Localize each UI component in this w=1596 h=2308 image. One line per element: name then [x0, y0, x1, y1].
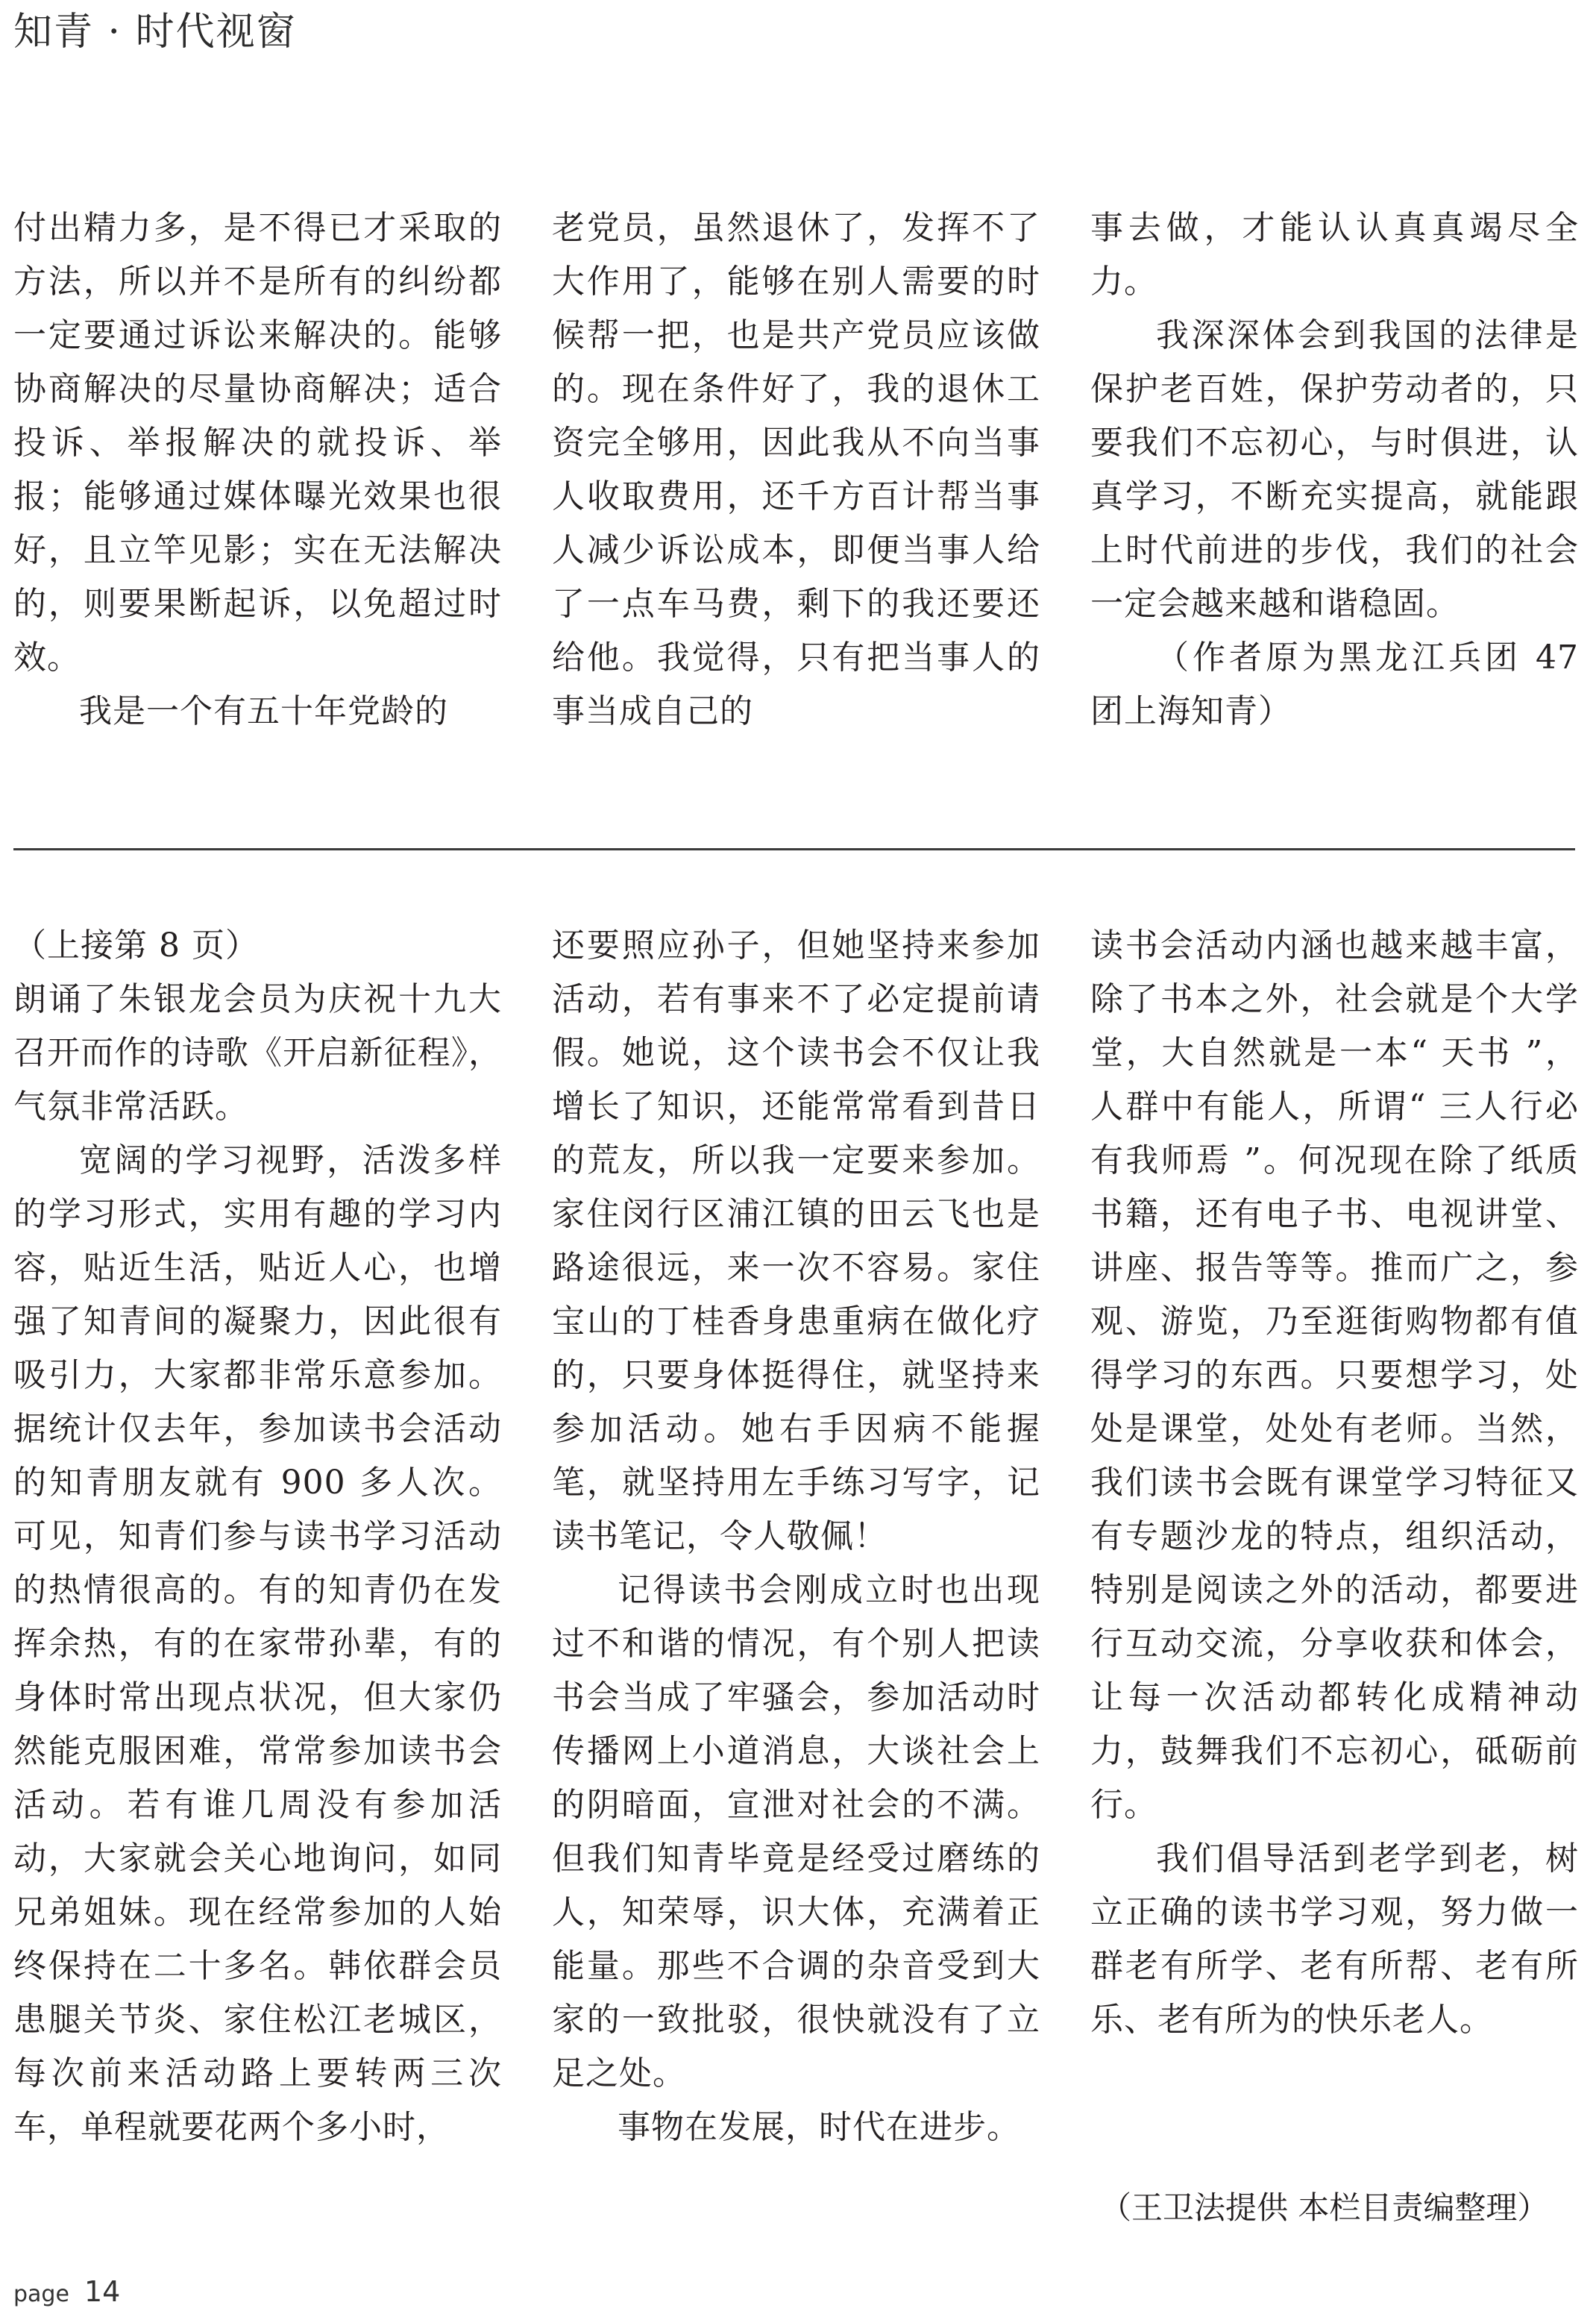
magazine-section-header: 知青 · 时代视窗 — [13, 10, 297, 54]
paragraph: 我是一个有五十年党龄的 — [79, 692, 448, 730]
page-label: page — [13, 2281, 69, 2307]
paragraph: 我们倡导活到老学到老，树立正确的读书学习观，努力做一群老有所学、老有所帮、老有所乐、老有所为的快乐老人。 — [1090, 1840, 1579, 2039]
paragraph: 事去做，才能认认真真竭尽全力。 — [1090, 209, 1579, 301]
top-column-3 — [1090, 201, 1579, 739]
bottom-column-3 — [1090, 919, 1579, 2047]
bottom-column-1 — [13, 919, 502, 2154]
paragraph: 事物在发展，时代在进步。 — [618, 2108, 1020, 2146]
paragraph: 我深深体会到我国的法律是保护老百姓，保护劳动者的，只要我们不忘初心，与时俱进，认真学习，不断充实提高，就能跟上时代前进的步伐，我们的社会一定会越来越和谐稳固。 — [1090, 316, 1579, 623]
paragraph: 朗诵了朱银龙会员为庆祝十九大召开而作的诗歌《开启新征程》，气氛非常活跃。 — [13, 980, 502, 1126]
top-column-1 — [13, 201, 502, 739]
editor-credit: （王卫法提供 本栏目责编整理） — [1100, 2189, 1549, 2226]
top-column-2 — [552, 201, 1040, 739]
bottom-column-2 — [552, 919, 1040, 2154]
page-number: 14 — [84, 2275, 121, 2308]
continuation-note: （上接第 8 页） — [13, 926, 259, 965]
author-note: （作者原为黑龙江兵团 47 团上海知青） — [1090, 639, 1579, 730]
paragraph: 付出精力多，是不得已才采取的方法，所以并不是所有的纠纷都一定要通过诉讼来解决的。能够协商解决的尽量协商解决；适合投诉、举报解决的就投诉、举报；能够通过媒体曝光效果也很好，且立竿见影；实在无法解决的，则要果断起诉，以免超过时效。 — [13, 209, 502, 677]
paragraph: 还要照应孙子，但她坚持来参加活动，若有事来不了必定提前请假。她说，这个读书会不仅让我增长了知识，还能常常看到昔日的荒友，所以我一定要来参加。家住闵行区浦江镇的田云飞也是路途很远，来一次不容易。家住宝山的丁桂香身患重病在做化疗的，只要身体挺得住，就坚持来参加活动。她右手因病不能握笔，就坚持用左手练习写字，记读书笔记，令人敬佩！ — [552, 926, 1040, 1555]
paragraph: 读书会活动内涵也越来越丰富，除了书本之外，社会就是个大学堂，大自然就是一本“ 天书 ”，人群中有能人，所谓“ 三人行必有我师焉 ”。何况现在除了纸质书籍，还有电子书、电视讲堂、讲座、报告等等。推而广之，参观、游览，乃至逛街购物都有值得学习的东西。只要想学习，处处是课堂，处处有老师。当然，我们读书会既有课堂学习特征又有专题沙龙的特点，组织活动，特别是阅读之外的活动，都要进行互动交流，分享收获和体会，让每一次活动都转化成精神动力，鼓舞我们不忘初心，砥砺前行。 — [1090, 926, 1579, 1824]
paragraph: 宽阔的学习视野，活泼多样的学习形式，实用有趣的学习内容，贴近生活，贴近人心，也增强了知青间的凝聚力，因此很有吸引力，大家都非常乐意参加。据统计仅去年，参加读书会活动的知青朋友就有 900 多人次。可见，知青们参与读书学习活动的热情很高的。有的知青仍在发挥余热，有的在家带孙辈，有的身体时常出现点状况，但大家仍然能克服困难，常常参加读书会活动。若有谁几周没有参加活动，大家就会关心地询问，如同兄弟姐妹。现在经常参加的人始终保持在二十多名。韩依群会员患腿关节炎、家住松江老城区，每次前来活动路上要转两三次车，单程就要花两个多小时， — [13, 1141, 502, 2146]
section-divider — [13, 848, 1575, 850]
paragraph: 老党员，虽然退休了，发挥不了大作用了，能够在别人需要的时候帮一把，也是共产党员应该做的。现在条件好了，我的退休工资完全够用，因此我从不向当事人收取费用，还千方百计帮当事人减少诉讼成本，即便当事人给了一点车马费，剩下的我还要还给他。我觉得，只有把当事人的事当成自己的 — [552, 209, 1040, 730]
page-footer — [13, 2275, 120, 2308]
paragraph: 记得读书会刚成立时也出现过不和谐的情况，有个别人把读书会当成了牢骚会，参加活动时传播网上小道消息，大谈社会上的阴暗面，宣泄对社会的不满。但我们知青毕竟是经受过磨练的人，知荣辱，识大体，充满着正能量。那些不合调的杂音受到大家的一致批驳，很快就没有了立足之处。 — [552, 1571, 1040, 2092]
